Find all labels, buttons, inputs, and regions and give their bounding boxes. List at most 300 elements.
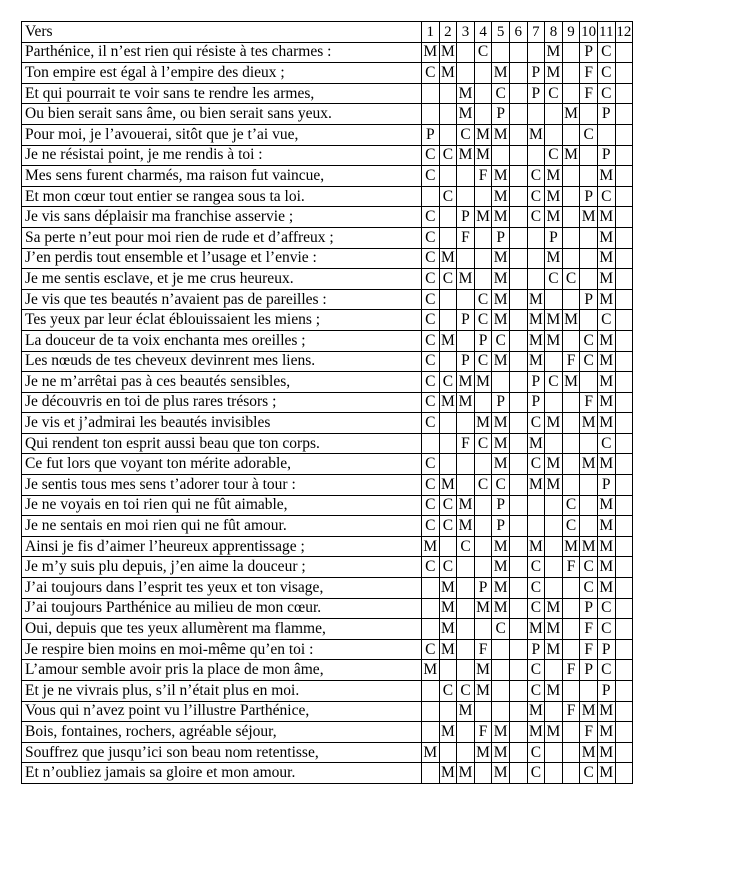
mark-cell xyxy=(615,660,633,681)
mark-cell: M xyxy=(492,310,510,331)
mark-cell xyxy=(439,166,457,187)
mark-cell: M xyxy=(545,166,563,187)
verse-text: Je ne sentais en moi rien qui ne fût amour. xyxy=(22,516,422,537)
mark-cell: M xyxy=(422,536,440,557)
header-column-11: 11 xyxy=(597,22,615,43)
table-row xyxy=(22,248,633,269)
mark-cell xyxy=(439,207,457,228)
mark-cell: M xyxy=(492,578,510,599)
mark-cell: C xyxy=(597,598,615,619)
mark-cell: M xyxy=(439,722,457,743)
mark-cell: C xyxy=(422,248,440,269)
mark-cell: M xyxy=(527,330,545,351)
verse-text: Les nœuds de tes cheveux devinrent mes liens. xyxy=(22,351,422,372)
mark-cell: C xyxy=(439,495,457,516)
mark-cell xyxy=(422,83,440,104)
mark-cell: M xyxy=(527,310,545,331)
mark-cell: P xyxy=(527,639,545,660)
mark-cell xyxy=(545,124,563,145)
mark-cell: C xyxy=(580,330,598,351)
mark-cell: M xyxy=(492,248,510,269)
mark-cell xyxy=(509,207,527,228)
mark-cell xyxy=(439,742,457,763)
mark-cell xyxy=(509,269,527,290)
mark-cell xyxy=(527,495,545,516)
mark-cell: C xyxy=(422,289,440,310)
mark-cell: C xyxy=(457,124,475,145)
mark-cell: M xyxy=(457,269,475,290)
mark-cell xyxy=(474,763,492,784)
mark-cell: F xyxy=(580,619,598,640)
mark-cell: C xyxy=(422,351,440,372)
mark-cell: M xyxy=(474,207,492,228)
mark-cell: M xyxy=(597,227,615,248)
mark-cell: M xyxy=(439,639,457,660)
mark-cell: M xyxy=(545,639,563,660)
mark-cell: C xyxy=(597,433,615,454)
mark-cell xyxy=(457,454,475,475)
mark-cell: C xyxy=(439,372,457,393)
mark-cell: C xyxy=(439,186,457,207)
mark-cell: M xyxy=(597,166,615,187)
mark-cell xyxy=(545,557,563,578)
mark-cell: C xyxy=(562,516,580,537)
table-row xyxy=(22,475,633,496)
mark-cell xyxy=(509,557,527,578)
mark-cell: P xyxy=(492,495,510,516)
verse-text: J’ai toujours Parthénice au milieu de mon cœur. xyxy=(22,598,422,619)
mark-cell: F xyxy=(580,392,598,413)
mark-cell xyxy=(615,372,633,393)
mark-cell: C xyxy=(439,557,457,578)
table-row xyxy=(22,660,633,681)
verse-text: Et qui pourrait te voir sans te rendre les armes, xyxy=(22,83,422,104)
mark-cell xyxy=(474,186,492,207)
verse-grid xyxy=(21,21,633,784)
mark-cell xyxy=(422,722,440,743)
mark-cell xyxy=(615,639,633,660)
mark-cell xyxy=(509,763,527,784)
mark-cell xyxy=(615,495,633,516)
mark-cell: M xyxy=(422,42,440,63)
mark-cell xyxy=(509,578,527,599)
mark-cell: M xyxy=(439,598,457,619)
header-column-1: 1 xyxy=(422,22,440,43)
table-row xyxy=(22,330,633,351)
mark-cell: P xyxy=(527,372,545,393)
mark-cell: C xyxy=(422,310,440,331)
mark-cell: C xyxy=(597,310,615,331)
mark-cell: C xyxy=(422,63,440,84)
mark-cell xyxy=(615,83,633,104)
mark-cell: C xyxy=(580,351,598,372)
mark-cell: M xyxy=(527,433,545,454)
mark-cell: M xyxy=(527,619,545,640)
mark-cell xyxy=(474,516,492,537)
mark-cell: M xyxy=(545,722,563,743)
mark-cell: C xyxy=(562,495,580,516)
mark-cell: M xyxy=(422,742,440,763)
mark-cell xyxy=(615,454,633,475)
mark-cell: M xyxy=(439,63,457,84)
mark-cell: M xyxy=(597,722,615,743)
mark-cell xyxy=(527,104,545,125)
mark-cell: C xyxy=(422,454,440,475)
mark-cell: C xyxy=(527,166,545,187)
mark-cell xyxy=(615,516,633,537)
mark-cell xyxy=(580,104,598,125)
verse-text: Pour moi, je l’avouerai, sitôt que je t’ai vue, xyxy=(22,124,422,145)
table-row xyxy=(22,289,633,310)
mark-cell xyxy=(562,392,580,413)
mark-cell: M xyxy=(492,269,510,290)
mark-cell xyxy=(527,227,545,248)
mark-cell xyxy=(509,619,527,640)
mark-cell: C xyxy=(474,475,492,496)
table-row xyxy=(22,166,633,187)
mark-cell: C xyxy=(422,166,440,187)
mark-cell xyxy=(580,516,598,537)
verse-text: L’amour semble avoir pris la place de mon âme, xyxy=(22,660,422,681)
mark-cell: M xyxy=(580,454,598,475)
verse-text: Je ne résistai point, je me rendis à toi : xyxy=(22,145,422,166)
mark-cell: M xyxy=(597,557,615,578)
mark-cell: M xyxy=(545,330,563,351)
mark-cell xyxy=(580,681,598,702)
mark-cell xyxy=(545,392,563,413)
mark-cell xyxy=(615,763,633,784)
mark-cell: P xyxy=(492,227,510,248)
header-column-4: 4 xyxy=(474,22,492,43)
mark-cell: M xyxy=(439,619,457,640)
mark-cell xyxy=(527,248,545,269)
mark-cell: M xyxy=(597,330,615,351)
mark-cell xyxy=(615,145,633,166)
header-vers: Vers xyxy=(22,22,422,43)
mark-cell xyxy=(562,63,580,84)
mark-cell xyxy=(509,660,527,681)
mark-cell xyxy=(457,557,475,578)
mark-cell xyxy=(562,227,580,248)
mark-cell xyxy=(457,166,475,187)
table-row xyxy=(22,145,633,166)
mark-cell xyxy=(492,681,510,702)
mark-cell: P xyxy=(580,660,598,681)
mark-cell: C xyxy=(597,83,615,104)
mark-cell: M xyxy=(597,701,615,722)
verse-text: Je vis sans déplaisir ma franchise asservie ; xyxy=(22,207,422,228)
verse-text: Je ne m’arrêtai pas à ces beautés sensibles, xyxy=(22,372,422,393)
mark-cell xyxy=(509,248,527,269)
mark-cell: C xyxy=(422,269,440,290)
mark-cell xyxy=(474,701,492,722)
mark-cell: C xyxy=(422,639,440,660)
mark-cell xyxy=(509,475,527,496)
table-row xyxy=(22,454,633,475)
mark-cell xyxy=(562,433,580,454)
mark-cell: C xyxy=(439,269,457,290)
mark-cell: P xyxy=(457,351,475,372)
mark-cell: C xyxy=(597,63,615,84)
mark-cell: C xyxy=(545,83,563,104)
mark-cell: M xyxy=(580,701,598,722)
mark-cell: M xyxy=(492,166,510,187)
mark-cell: M xyxy=(527,536,545,557)
mark-cell: M xyxy=(492,413,510,434)
mark-cell: P xyxy=(527,83,545,104)
mark-cell xyxy=(545,763,563,784)
mark-cell xyxy=(422,619,440,640)
mark-cell xyxy=(474,227,492,248)
mark-cell: M xyxy=(492,186,510,207)
table-row xyxy=(22,495,633,516)
mark-cell: C xyxy=(527,578,545,599)
mark-cell: C xyxy=(597,42,615,63)
mark-cell: M xyxy=(580,413,598,434)
mark-cell xyxy=(422,701,440,722)
mark-cell xyxy=(509,639,527,660)
mark-cell xyxy=(439,351,457,372)
table-row xyxy=(22,681,633,702)
header-column-8: 8 xyxy=(545,22,563,43)
mark-cell xyxy=(527,42,545,63)
mark-cell: F xyxy=(474,639,492,660)
mark-cell xyxy=(580,372,598,393)
mark-cell: M xyxy=(597,578,615,599)
mark-cell xyxy=(457,289,475,310)
mark-cell: M xyxy=(457,516,475,537)
mark-cell xyxy=(545,516,563,537)
mark-cell: C xyxy=(492,475,510,496)
mark-cell: C xyxy=(457,536,475,557)
mark-cell: M xyxy=(492,124,510,145)
mark-cell xyxy=(615,742,633,763)
mark-cell: M xyxy=(439,763,457,784)
mark-cell xyxy=(509,351,527,372)
mark-cell xyxy=(439,104,457,125)
mark-cell: M xyxy=(545,63,563,84)
mark-cell: M xyxy=(492,763,510,784)
mark-cell: F xyxy=(562,660,580,681)
mark-cell: M xyxy=(597,207,615,228)
mark-cell xyxy=(562,639,580,660)
verse-text: Souffrez que jusqu’ici son beau nom retentisse, xyxy=(22,742,422,763)
mark-cell xyxy=(509,63,527,84)
mark-cell: M xyxy=(439,392,457,413)
mark-cell: C xyxy=(527,660,545,681)
mark-cell: M xyxy=(492,289,510,310)
mark-cell: M xyxy=(597,495,615,516)
mark-cell: P xyxy=(474,330,492,351)
table-row xyxy=(22,701,633,722)
mark-cell: M xyxy=(562,536,580,557)
mark-cell: M xyxy=(597,536,615,557)
mark-cell xyxy=(509,83,527,104)
mark-cell xyxy=(545,104,563,125)
mark-cell xyxy=(474,104,492,125)
table-row xyxy=(22,598,633,619)
mark-cell xyxy=(474,536,492,557)
mark-cell: C xyxy=(474,42,492,63)
table-row xyxy=(22,227,633,248)
mark-cell: M xyxy=(545,186,563,207)
header-column-2: 2 xyxy=(439,22,457,43)
mark-cell: M xyxy=(492,351,510,372)
mark-cell: P xyxy=(580,186,598,207)
mark-cell: M xyxy=(492,742,510,763)
mark-cell: C xyxy=(597,660,615,681)
mark-cell: P xyxy=(597,475,615,496)
mark-cell: P xyxy=(474,578,492,599)
mark-cell: M xyxy=(597,289,615,310)
mark-cell: P xyxy=(422,124,440,145)
mark-cell xyxy=(457,63,475,84)
mark-cell xyxy=(474,269,492,290)
mark-cell xyxy=(580,145,598,166)
verse-text: Oui, depuis que tes yeux allumèrent ma flamme, xyxy=(22,619,422,640)
mark-cell: M xyxy=(545,207,563,228)
mark-cell: P xyxy=(580,598,598,619)
mark-cell xyxy=(615,269,633,290)
mark-cell: C xyxy=(492,330,510,351)
mark-cell xyxy=(509,330,527,351)
header-column-10: 10 xyxy=(580,22,598,43)
mark-cell: C xyxy=(527,763,545,784)
mark-cell: P xyxy=(580,289,598,310)
mark-cell: M xyxy=(439,475,457,496)
table-row xyxy=(22,186,633,207)
verse-text: Tes yeux par leur éclat éblouissaient les miens ; xyxy=(22,310,422,331)
mark-cell xyxy=(509,722,527,743)
mark-cell: M xyxy=(597,763,615,784)
table-row xyxy=(22,42,633,63)
mark-cell: C xyxy=(422,475,440,496)
mark-cell: M xyxy=(474,124,492,145)
mark-cell xyxy=(457,413,475,434)
mark-cell xyxy=(439,701,457,722)
table-row xyxy=(22,269,633,290)
mark-cell: M xyxy=(545,619,563,640)
verse-text: Je découvris en toi de plus rares trésors ; xyxy=(22,392,422,413)
mark-cell xyxy=(615,536,633,557)
mark-cell xyxy=(615,42,633,63)
mark-cell: F xyxy=(580,639,598,660)
verse-annotation-sheet xyxy=(21,21,633,784)
mark-cell: C xyxy=(580,124,598,145)
mark-cell: C xyxy=(422,495,440,516)
mark-cell xyxy=(615,701,633,722)
mark-cell: C xyxy=(422,330,440,351)
table-row xyxy=(22,413,633,434)
mark-cell: M xyxy=(492,63,510,84)
mark-cell: C xyxy=(422,413,440,434)
header-column-12: 12 xyxy=(615,22,633,43)
mark-cell xyxy=(474,63,492,84)
mark-cell xyxy=(457,619,475,640)
mark-cell xyxy=(580,475,598,496)
mark-cell xyxy=(509,742,527,763)
header-column-6: 6 xyxy=(509,22,527,43)
mark-cell: F xyxy=(580,63,598,84)
mark-cell: P xyxy=(527,392,545,413)
mark-cell: C xyxy=(439,145,457,166)
mark-cell xyxy=(439,454,457,475)
mark-cell: M xyxy=(439,248,457,269)
mark-cell: C xyxy=(545,372,563,393)
mark-cell: M xyxy=(474,598,492,619)
verse-text: Mes sens furent charmés, ma raison fut vaincue, xyxy=(22,166,422,187)
mark-cell: M xyxy=(597,413,615,434)
mark-cell: M xyxy=(545,413,563,434)
table-row xyxy=(22,619,633,640)
mark-cell: M xyxy=(492,536,510,557)
mark-cell: C xyxy=(492,83,510,104)
header-column-9: 9 xyxy=(562,22,580,43)
mark-cell xyxy=(545,495,563,516)
mark-cell xyxy=(509,289,527,310)
mark-cell: P xyxy=(457,207,475,228)
mark-cell: C xyxy=(422,392,440,413)
mark-cell: C xyxy=(527,186,545,207)
mark-cell: C xyxy=(527,557,545,578)
mark-cell xyxy=(545,742,563,763)
mark-cell xyxy=(457,660,475,681)
mark-cell: M xyxy=(457,495,475,516)
verse-text: Qui rendent ton esprit aussi beau que ton corps. xyxy=(22,433,422,454)
mark-cell: P xyxy=(492,104,510,125)
mark-cell: P xyxy=(457,310,475,331)
mark-cell: F xyxy=(457,227,475,248)
mark-cell: M xyxy=(580,207,598,228)
mark-cell xyxy=(509,516,527,537)
verse-text: J’en perdis tout ensemble et l’usage et l’envie : xyxy=(22,248,422,269)
verse-text: Ce fut lors que voyant ton mérite adorable, xyxy=(22,454,422,475)
mark-cell xyxy=(509,598,527,619)
mark-cell xyxy=(562,763,580,784)
mark-cell: M xyxy=(492,598,510,619)
header-column-7: 7 xyxy=(527,22,545,43)
mark-cell xyxy=(615,413,633,434)
mark-cell xyxy=(509,124,527,145)
mark-cell: M xyxy=(492,454,510,475)
mark-cell xyxy=(615,578,633,599)
mark-cell: M xyxy=(545,310,563,331)
mark-cell: C xyxy=(580,763,598,784)
mark-cell xyxy=(562,166,580,187)
table-row xyxy=(22,104,633,125)
mark-cell: C xyxy=(422,372,440,393)
mark-cell: M xyxy=(562,145,580,166)
mark-cell xyxy=(422,578,440,599)
mark-cell: M xyxy=(597,248,615,269)
mark-cell xyxy=(457,42,475,63)
mark-cell xyxy=(492,372,510,393)
mark-cell xyxy=(509,413,527,434)
mark-cell xyxy=(457,475,475,496)
verse-text: J’ai toujours dans l’esprit tes yeux et ton visage, xyxy=(22,578,422,599)
mark-cell xyxy=(615,289,633,310)
mark-cell: M xyxy=(457,145,475,166)
mark-cell xyxy=(597,124,615,145)
mark-cell: C xyxy=(474,289,492,310)
verse-text: Je respire bien moins en moi-même qu’en toi : xyxy=(22,639,422,660)
mark-cell xyxy=(562,742,580,763)
mark-cell xyxy=(509,42,527,63)
mark-cell: C xyxy=(492,619,510,640)
mark-cell xyxy=(615,557,633,578)
mark-cell: M xyxy=(439,578,457,599)
header-column-5: 5 xyxy=(492,22,510,43)
